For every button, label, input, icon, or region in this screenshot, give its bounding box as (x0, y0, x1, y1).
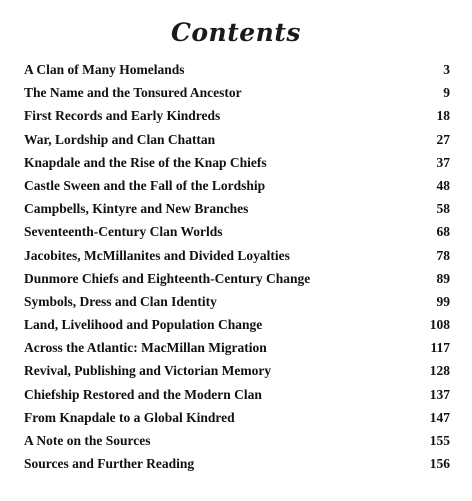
toc-entry-title: Seventeenth-Century Clan Worlds (24, 224, 223, 240)
toc-entry-page: 155 (429, 433, 450, 448)
toc-entry-page: 108 (429, 317, 450, 333)
toc-entry[interactable] (24, 456, 450, 479)
page-title: Contents (170, 18, 301, 47)
toc-entry[interactable] (24, 387, 450, 410)
toc-entry[interactable] (24, 108, 450, 131)
toc-entry-title: Symbols, Dress and Clan Identity (24, 293, 217, 309)
toc-entry-title: Across the Atlantic: MacMillan Migration (24, 340, 267, 356)
toc-entry[interactable] (24, 294, 450, 317)
toc-entry[interactable] (24, 178, 450, 201)
toc-entry[interactable] (24, 62, 450, 85)
toc-entry-page: 27 (436, 131, 450, 147)
toc-entry[interactable] (24, 132, 450, 155)
toc-entry-page: 48 (436, 177, 450, 193)
toc-entry[interactable] (24, 317, 450, 340)
toc-entry-title: Dunmore Chiefs and Eighteenth-Century Change (24, 270, 311, 286)
toc-entry-title: The Name and the Tonsured Ancestor (24, 85, 242, 101)
toc-entry-title: Castle Sween and the Fall of the Lordship (24, 177, 266, 193)
toc-entry[interactable] (24, 433, 450, 456)
toc-entry-title: Land, Livelihood and Population Change (24, 317, 263, 333)
toc-entry-title: Knapdale and the Rise of the Knap Chiefs (24, 154, 267, 170)
toc-entry-page: 156 (429, 456, 450, 472)
toc-entry-page: 18 (436, 108, 450, 124)
toc-entry-page: 37 (436, 154, 450, 170)
toc-entry-title: A Clan of Many Homelands (24, 62, 185, 77)
toc-entry-page: 147 (429, 409, 450, 425)
toc-entry[interactable] (24, 224, 450, 247)
toc-entry-page: 89 (436, 270, 450, 286)
toc-entry[interactable] (24, 340, 450, 363)
toc-entry-page: 99 (436, 293, 450, 309)
toc-entry[interactable] (24, 85, 450, 108)
toc-entry-title: Revival, Publishing and Victorian Memory (24, 363, 272, 379)
toc-entry[interactable] (24, 271, 450, 294)
toc-entry-page: 9 (443, 85, 450, 101)
toc-entry-title: Campbells, Kintyre and New Branches (24, 201, 249, 217)
toc-entry-page: 3 (443, 62, 450, 77)
toc-entry-title: Sources and Further Reading (24, 456, 195, 472)
toc-entry-page: 128 (429, 363, 450, 379)
toc-entry[interactable] (24, 201, 450, 224)
toc-entry-title: Chiefship Restored and the Modern Clan (24, 386, 262, 402)
toc-entry-title: Jacobites, McMillanites and Divided Loyalties (24, 247, 290, 263)
toc-entry-page: 117 (430, 340, 450, 356)
toc-entry-title: War, Lordship and Clan Chattan (24, 131, 216, 147)
toc-entry-page: 78 (436, 247, 450, 263)
table-of-contents (24, 62, 450, 479)
toc-entry[interactable] (24, 155, 450, 178)
toc-entry-page: 68 (436, 224, 450, 240)
toc-entry-title: From Knapdale to a Global Kindred (24, 409, 235, 425)
toc-entry-title: A Note on the Sources (24, 433, 151, 448)
toc-entry[interactable] (24, 248, 450, 271)
toc-entry[interactable] (24, 363, 450, 386)
toc-entry-page: 137 (429, 386, 450, 402)
toc-entry-title: First Records and Early Kindreds (24, 108, 221, 124)
toc-entry-page: 58 (436, 201, 450, 217)
toc-entry[interactable] (24, 410, 450, 433)
